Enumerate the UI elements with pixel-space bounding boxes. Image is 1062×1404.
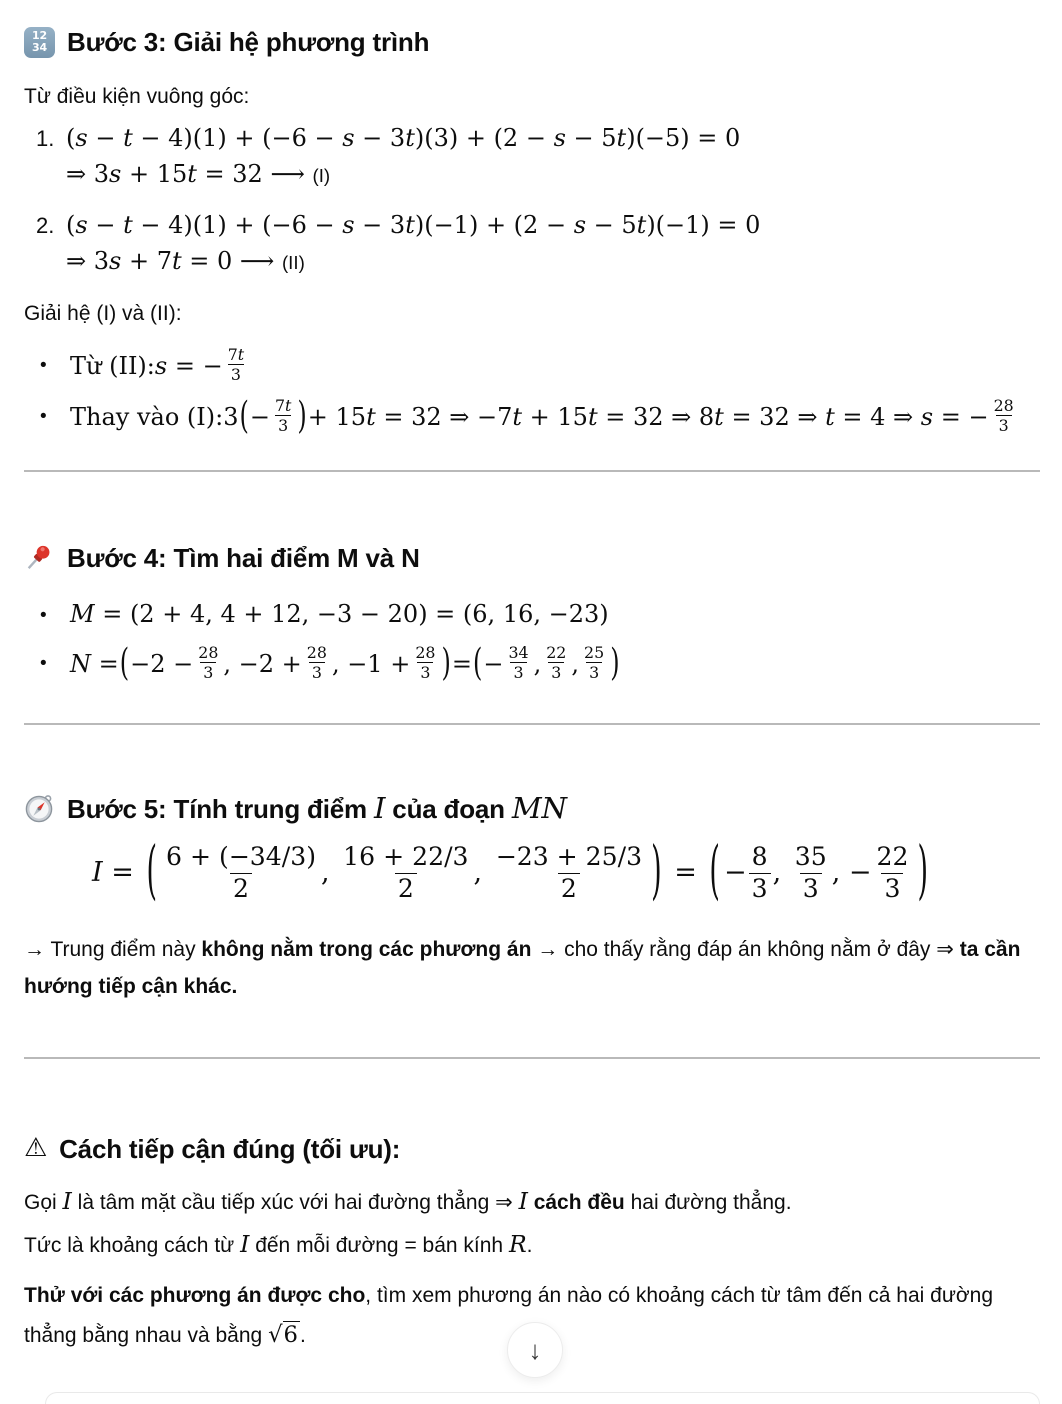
equation-1-line-2: ⇒ 3s + 15t = 32 ⟶ (I): [66, 159, 331, 188]
solve-bullet-2: Thay vào (I): 3 ( − $\frac{7t}{3}$ ) + 15t = 32 ⇒ −7t + 15t = 32 ⇒ 8t = 32 ⇒ t = 4 ⇒ s = − $\frac{28}{3}$: [70, 393, 1014, 438]
equation-2-line-2: ⇒ 3s + 7t = 0 ⟶ (II): [66, 246, 305, 275]
chat-input-bar[interactable]: [45, 1392, 1040, 1404]
equation-item-2: [24, 209, 1040, 278]
approach-paragraph-1: Gọi I là tâm mặt cầu tiếp xúc với hai đường thẳng ⇒ I cách đều hai đường thẳng.: [24, 1187, 792, 1216]
midpoint-equation: I = ( $\frac{6 + (-34/3)}{2}$ , $\frac{16 + 22/3}{2}$ , $\frac{-23 + 25/3}{2}$ ) = ( − $\frac{8}{3}$ , $\frac{35}{3}$ , − $\frac{22}{3}$ ): [91, 835, 928, 909]
step4-title: Bước 4: Tìm hai điểm M và N: [67, 542, 420, 573]
step3-title: Bước 3: Giải hệ phương trình: [67, 27, 430, 57]
bullet-glyph: •: [40, 406, 47, 428]
pushpin-icon: [24, 543, 55, 574]
solve-bullet-list: [24, 344, 1040, 438]
approach-paragraph-2: Tức là khoảng cách từ I đến mỗi đường = bán kính R.: [24, 1229, 533, 1258]
step5-note: → Trung điểm này không nằm trong các phương án → cho thấy rằng đáp án không nằm ở đây ⇒ ta cần hướng tiếp cận khác.: [24, 937, 1021, 998]
list-marker: 2.: [36, 213, 55, 239]
compass-icon: [24, 793, 55, 824]
numbers-keycap-icon: [24, 27, 55, 58]
equation-2-line-1: (s − t − 4)(1) + (−6 − s − 3t)(−1) + (2 − s − 5t)(−1) = 0: [66, 211, 761, 240]
point-n-formula: N = ( −2 − $\frac{28}{3}$ , −2 + $\frac{28}{3}$ , −1 + $\frac{28}{3}$ ) = ( − $\frac{34}{3}$ , $\frac{22}{3}$ , $\frac{25}{3}$ ): [70, 640, 620, 685]
point-m-formula: M = (2 + 4, 4 + 12, −3 − 20) = (6, 16, −23): [70, 600, 609, 629]
bullet-glyph: •: [40, 652, 47, 674]
equation-1-line-1: (s − t − 4)(1) + (−6 − s − 3t)(3) + (2 − s − 5t)(−5) = 0: [66, 124, 741, 152]
section-divider: [24, 470, 1040, 472]
list-item: [24, 393, 1040, 438]
approach-paragraph-3: Thử với các phương án được cho, tìm xem phương án nào có khoảng cách từ tâm đến cả hai đường thẳng bằng nhau và bằng √6.: [24, 1284, 994, 1349]
step3-heading: [24, 26, 1040, 59]
section-divider: [24, 1057, 1040, 1059]
step5-title: Bước 5: Tính trung điểm I của đoạn MN: [67, 790, 567, 825]
approach-title: Cách tiếp cận đúng (tối ưu):: [59, 1133, 401, 1164]
bullet-glyph: •: [40, 605, 47, 627]
step5-heading: [24, 790, 1040, 826]
list-item: [24, 640, 1040, 685]
warning-icon: ⚠: [24, 1133, 48, 1164]
list-marker: 1.: [36, 126, 55, 151]
scroll-to-bottom-button[interactable]: [507, 1322, 563, 1378]
step4-heading: [24, 542, 1040, 575]
list-item: [24, 598, 1040, 632]
keycap-row-1: 12: [32, 29, 47, 43]
bullet-glyph: •: [40, 354, 47, 376]
step3-intro: Từ điều kiện vuông góc:: [24, 84, 250, 108]
approach-heading: [24, 1133, 1040, 1166]
equation-item-1: [24, 122, 1040, 191]
solve-intro: Giải hệ (I) và (II):: [24, 302, 182, 326]
arrow-down-icon: ↓: [528, 1334, 542, 1365]
keycap-row-2: 34: [32, 41, 47, 55]
points-bullet-list: [24, 598, 1040, 683]
list-item: [24, 344, 1040, 385]
equation-list: [24, 122, 1040, 278]
section-divider: [24, 723, 1040, 725]
solve-bullet-1: Từ (II): s = − $\frac{7t}{3}$: [70, 344, 245, 384]
